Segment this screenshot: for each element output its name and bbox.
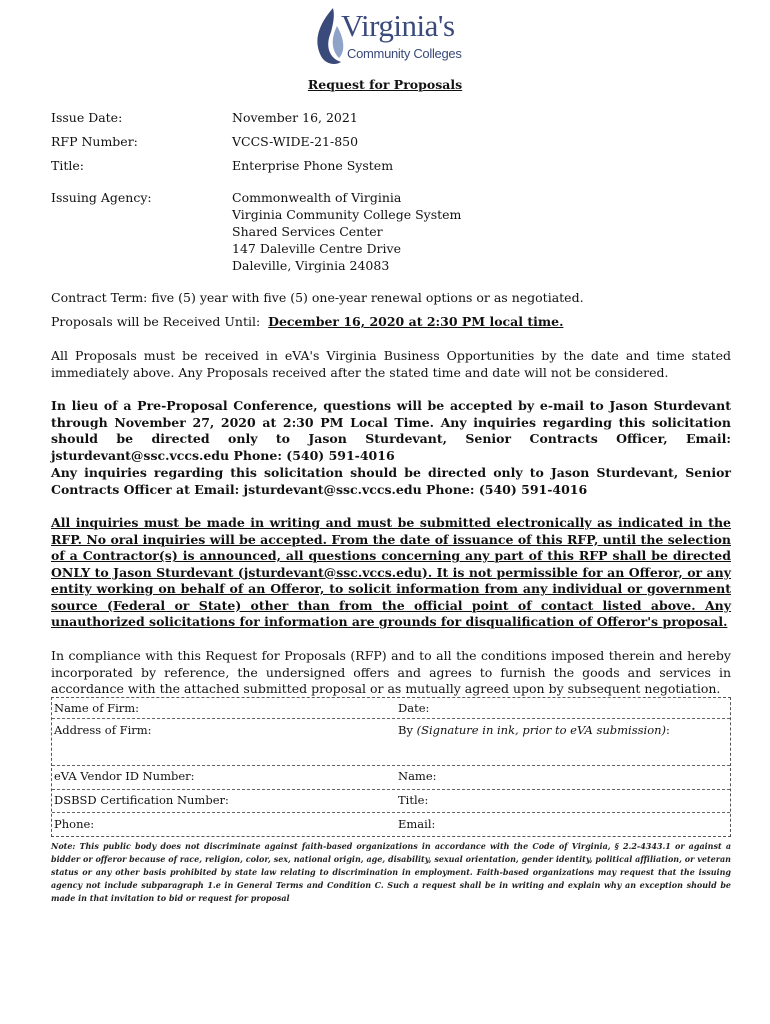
paragraph-questions: In lieu of a Pre-Proposal Conference, questions will be accepted by e-mail to Jason Sturdevant through November 27, 2020 at 2:30 PM Local Time. Any inquiries regarding this solicitation should be directed only to Jason Sturdevant, Senior Contracts Officer, Email: jsturdevant@ssc.vccs.edu Phone: (540) 591-4016 [51,398,731,463]
paragraph-inquiries: Any inquiries regarding this solicitation should be directed only to Jason Sturdevant, Senior Contracts Officer at Email: jsturdevant@ssc.vccs.edu Phone: (540) 591-4016 [51,465,731,497]
received-until-value: December 16, 2020 at 2:30 PM local time. [268,314,564,329]
address-of-firm-field[interactable]: Address of Firm: [54,723,152,737]
issue-date-label: Issue Date: [51,110,123,125]
paragraph-submission: All Proposals must be received in eVA's Virginia Business Opportunities by the date and time stated immediately above. Any Proposals received after the stated time and date will not be considered. [51,348,731,380]
logo-subtitle: Community Colleges [347,46,462,61]
title-value: Enterprise Phone System [232,158,394,173]
name-field[interactable]: Name: [398,769,437,783]
dsbsd-certification-field[interactable]: DSBSD Certification Number: [54,793,229,807]
agency-line: Daleville, Virginia 24083 [232,258,390,273]
rfp-number-label: RFP Number: [51,134,138,149]
signature-field[interactable] [398,723,670,737]
paragraph-compliance: In compliance with this Request for Proposals (RFP) and to all the conditions imposed therein and hereby incorporated by reference, the undersigned offers and agrees to furnish the goods and services in accordance with the attached submitted proposal or as mutually agreed upon by subsequent negotiation. [51,648,731,696]
agency-line: 147 Daleville Centre Drive [232,241,401,256]
signature-label: By [398,723,417,737]
agency-line: Virginia Community College System [232,207,462,222]
signature-colon: : [666,723,670,737]
name-of-firm-field[interactable]: Name of Firm: [54,701,140,715]
agency-line: Commonwealth of Virginia [232,190,402,205]
rfp-number-value: VCCS-WIDE-21-850 [232,134,359,149]
date-field[interactable]: Date: [398,701,430,715]
signature-note: (Signature in ink, prior to eVA submission) [416,723,667,737]
vccs-logo [311,6,471,68]
received-until-label: Proposals will be Received Until: [51,314,261,329]
email-field[interactable]: Email: [398,817,436,831]
paragraph-inquiry-rules: All inquiries must be made in writing and must be submitted electronically as indicated in the RFP. No oral inquiries will be accepted. From the date of issuance of this RFP, until the selection of a Contractor(s) is announced, all questions concerning any part of this RFP shall be directed ONLY to Jason Sturdevant (jsturdevant@ssc.vccs.edu). It is not permissible for an Offeror, or any entity working on behalf of an Offeror, to solicit information from any individual or government source (Federal or State) other than from the official point of contact listed above. Any unauthorized solicitations for information are grounds for disqualification of Offeror's proposal. [51,515,731,629]
logo-wordmark: Virginia's [341,8,455,43]
issuing-agency-label: Issuing Agency: [51,190,152,205]
eva-vendor-id-field[interactable]: eVA Vendor ID Number: [54,769,195,783]
received-until [51,314,731,331]
offeror-form [51,697,731,837]
agency-line: Shared Services Center [232,224,383,239]
title-label: Title: [51,158,84,173]
issue-date-value: November 16, 2021 [232,110,358,125]
page-title: Request for Proposals [307,77,463,92]
nondiscrimination-note: Note: This public body does not discriminate against faith-based organizations in accordance with the Code of Virginia, § 2.2-4343.1 or against a bidder or offeror because of race, religion, color, sex, national origin, age, disability, sexual orientation, gender identity, political affiliation, or veteran status or any other basis prohibited by state law relating to discrimination in employment. Faith-based organizations may request that the issuing agency not include subparagraph 1.e in General Terms and Condition C. Such a request shall be in writing and explain why an exception should be made in that invitation to bid or request for proposal [51,841,731,903]
contract-term: Contract Term: five (5) year with five (5) one-year renewal options or as negotiated. [51,290,584,305]
title-field[interactable]: Title: [398,793,429,807]
phone-field[interactable]: Phone: [54,817,95,831]
